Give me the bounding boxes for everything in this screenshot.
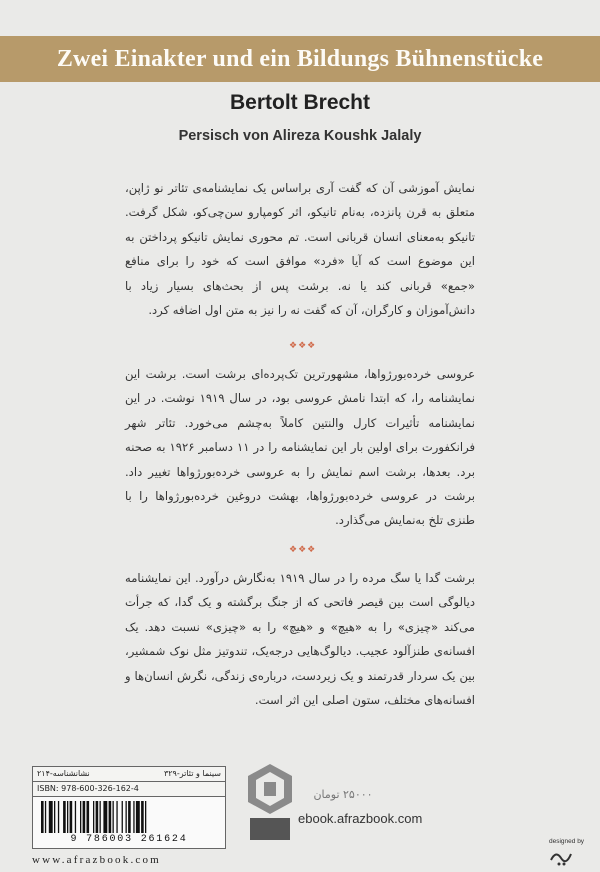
barcode-bar <box>103 801 107 833</box>
barcode-icon <box>39 801 219 833</box>
author-name: Bertolt Brecht <box>229 91 371 114</box>
barcode-bar <box>63 801 66 833</box>
barcode-bar <box>70 801 73 833</box>
designer-signature-icon <box>548 846 574 868</box>
paragraph-1: نمایش آموزشی آن که گفت آری براساس یک نمایشنامه‌ی تئاتر نو ژاپن، متعلق به قرن پانزده، به‌نام تانیکو، اثر کومپارو سن‌چی‌کو، شکل گرفت. تانیکو به‌معنای انسان قربانی است. تم محوری نمایش تانیکو پرداختن به این موضوع است که آیا «فرد» موافق است که خود را برای منافع «جمع» قربانی کند یا نه. برشت پس از بحث‌های بسیار زیاد با دانش‌آموزان و کارگران، آن که گفت نه را نیز به متن اول اضافه کرد. <box>125 181 475 318</box>
barcode-bar <box>141 801 144 833</box>
barcode-bar <box>93 801 94 833</box>
barcode-bar <box>83 801 86 833</box>
barcode-bar <box>113 801 114 833</box>
publication-number: نشانشناسه-۲۱۴ <box>37 769 90 778</box>
barcode-bar <box>87 801 90 833</box>
translator-line: Persisch von Alireza Koushk Jalaly <box>178 128 422 144</box>
barcode-bar <box>67 801 68 833</box>
paragraph-3: برشت گدا یا سگ مرده را در سال ۱۹۱۹ به‌نگارش درآورد. این نمایشنامه دیالوگی است بین قیصر فاتحی که از جنگ برگشته و یک گدا، که جرأت می‌کند «چیزی» را به «هیچ» و «هیچ» را به «چیزی» نسبت دهد. یک افسانه‌ی طنزآلود عجیب. دیالوگ‌هایی درجه‌یک، تندوتیز مثل نوک شمشیر، بین یک سردار قدرتمند و یک زیردست، درباره‌ی زندگی، نگرش انسان‌ها و افسانه‌های مختلف، ستون اصلی این اثر است. <box>125 571 475 708</box>
barcode-bar <box>54 801 55 833</box>
info-row <box>32 766 226 781</box>
barcode-bar <box>116 801 117 833</box>
barcode-bar <box>109 801 112 833</box>
barcode-bar <box>75 801 76 833</box>
paragraph-2: عروسی خرده‌بورژواها، مشهورترین تک‌پرده‌ای برشت است. برشت این نمایشنامه را، که ابتدا نامش عروسی بود، در سال ۱۹۱۹ نوشت. در این نمایشنامه تأثیرات کارل والنتین کاملاً به‌چشم می‌خورد. تئاتر شهر فرانکفورت برای اولین بار این نمایشنامه را در ۱۱ دسامبر ۱۹۲۶ به صحنه برد. بعدها، برشت اسم نمایش را به عروسی خرده‌بورژواها تغییر داد. برشت در عروسی خرده‌بورژواها، بهشت دروغین خرده‌بورژواها را با طنزی تلخ به‌نمایش می‌گذارد. <box>125 367 476 528</box>
isbn-text: ISBN: 978-600-326-162-4 <box>37 784 139 793</box>
barcode-bar <box>80 801 81 833</box>
barcode-bar <box>126 801 127 833</box>
barcode-bar <box>41 801 44 833</box>
barcode-bar <box>136 801 140 833</box>
barcode-bar <box>145 801 146 833</box>
series-banner <box>0 36 600 82</box>
publisher-website: www.afrazbook.com <box>32 854 161 866</box>
isbn-row <box>32 781 226 796</box>
price-label: ۲۵۰۰۰ تومان <box>313 788 373 801</box>
barcode-bar <box>96 801 99 833</box>
barcode-bar <box>45 801 46 833</box>
separator-ornament: ❖❖❖ <box>289 341 317 351</box>
book-info-box <box>32 766 226 849</box>
barcode-bar <box>100 801 101 833</box>
barcode-bar <box>133 801 134 833</box>
barcode-bar <box>122 801 123 833</box>
separator-ornament: ❖❖❖ <box>289 545 317 555</box>
series-title: Zwei Einakter und ein Bildungs Bühnenstücke <box>56 45 544 72</box>
series-info: سینما و تئاتر-۳۲۹ <box>163 769 221 778</box>
publisher-logo-icon <box>244 762 296 844</box>
ebook-site: ebook.afrazbook.com <box>298 811 423 826</box>
barcode-number: 9 786003 261624 <box>70 834 188 845</box>
barcode-bar <box>128 801 131 833</box>
designer-credit: designed by <box>549 838 585 845</box>
barcode-bar <box>49 801 53 833</box>
barcode-bar <box>58 801 59 833</box>
barcode-block <box>32 796 226 849</box>
